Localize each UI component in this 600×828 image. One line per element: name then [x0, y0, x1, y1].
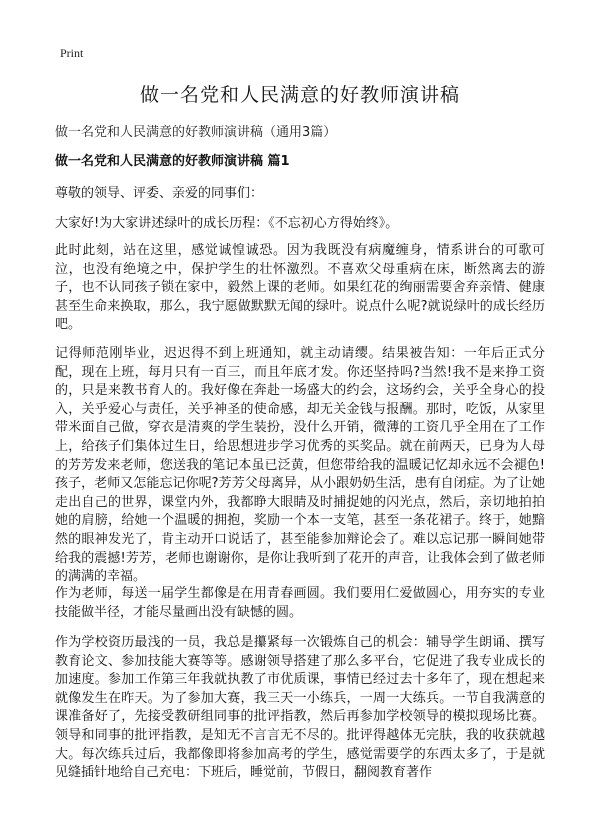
print-label: Print — [60, 46, 84, 60]
paragraph-2: 记得师范刚毕业，迟迟得不到上班通知，就主动请缨。结果被告知：一年后正式分配，现在上班，每月只有一百三，而且年底才发。你还坚持吗?当然!我不是来挣工资的，只是来教书育人的。我好像在奔赴一场盛大的约会，这场约会，关乎全身心的投入，关乎爱心与责任，关乎神圣的使命感，却无关金钱与报酬。那时，吃饭，从家里带米面自己做，穿衣是清爽的学生装扮，没什么开销，微薄的工资几乎全用在了工作上，给孩子们集体过生日，给思想进步学习优秀的买奖品。就在前两天，已身为人母的芳芳发来老师，您送我的笔记本虽已泛黄，但您带给我的温暖记忆却永远不会褪色!孩子，老师又怎能忘记你呢?芳芳父母离异，从小跟奶奶生活，患有自闭症。为了让她走出自己的世界，课堂内外，我都睁大眼睛及时捕捉她的闪光点，然后，亲切地拍拍她的肩膀，给她一个温暖的拥抱，奖励一个本一支笔，甚至一条花裙子。终于，她黯然的眼神发光了，肯主动开口说话了，甚至能参加辩论会了。难以忘记那一瞬间她带给我的震撼!芳芳，老师也谢谢你，是你让我听到了花开的声音，让我体会到了做老师的满满的幸福。 — [55, 346, 545, 585]
intro-line: 大家好!为大家讲述绿叶的成长历程：《不忘初心方得始终》。 — [55, 216, 399, 231]
document-title: 做一名党和人民满意的好教师演讲稿 — [139, 84, 460, 106]
section-heading: 做一名党和人民满意的好教师演讲稿 篇1 — [55, 154, 290, 169]
paragraph-4: 作为学校资历最浅的一员，我总是攥紧每一次锻炼自己的机会：辅导学生朗诵、撰写教育论文、参加技能大赛等等。感谢领导搭建了那么多平台，它促进了我专业成长的加速度。参加工作第三年我就执教了市优质课，事情已经过去十多年了，现在想起来就像发生在昨天。为了参加大赛，我三天一小练兵，一周一大练兵。一节自我满意的课准备好了，先接受教研组同事的批评指教，然后再参加学校领导的模拟现场比赛。领导和同事的批评指教，是知无不言言无不尽的。批评得越体无完肤，我的收获就越大。每次练兵过后，我都像即将参加高考的学生，感觉需要学的东西太多了，于是就见缝插针地给自己充电：下班后，睡觉前，节假日，翻阅教育著作 — [55, 635, 545, 781]
paragraph-3: 作为老师，每送一届学生都像是在用青春画圆。我们要用仁爱做圆心，用夯实的专业技能做半径，才能尽量画出没有缺憾的圆。 — [55, 586, 545, 620]
document-subtitle: 做一名党和人民满意的好教师演讲稿（通用3篇） — [55, 125, 337, 140]
greeting-line: 尊敬的领导、评委、亲爱的同事们： — [55, 186, 264, 201]
paragraph-1: 此时此刻，站在这里，感觉诚惶诚恐。因为我既没有病魔缠身，情系讲台的可歌可泣，也没有绝境之中，保护学生的壮怀激烈。不喜欢父母重病在床，断然离去的游子，也不认同孩子锁在家中，毅然上课的老师。如果红花的绚丽需要舍弃亲情、健康甚至生命来换取，那么，我宁愿做默默无闻的绿叶。说点什么呢?就说绿叶的成长经历吧。 — [55, 243, 545, 333]
